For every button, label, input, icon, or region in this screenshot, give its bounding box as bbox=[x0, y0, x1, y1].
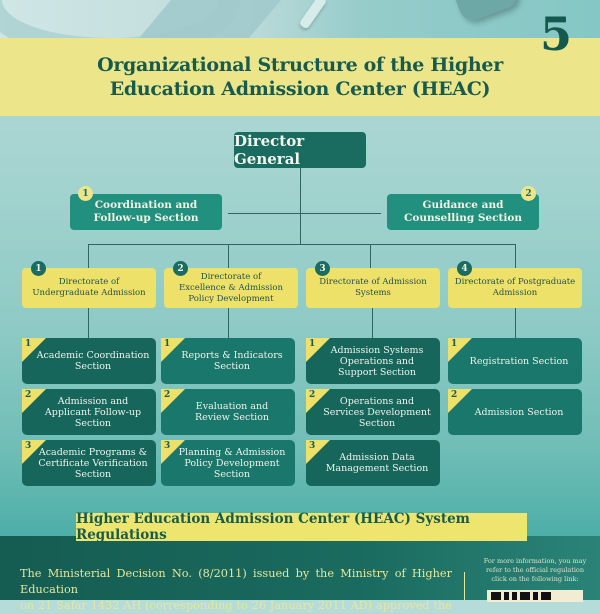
box-label-line: Admission bbox=[492, 288, 538, 298]
director-general-label: Director General bbox=[234, 132, 305, 168]
box-label-line: Admission Section bbox=[474, 406, 564, 418]
admission-applicant-followup-section-box bbox=[22, 389, 156, 435]
section-number: 1 bbox=[309, 339, 316, 349]
box-label-line: Operations and bbox=[339, 355, 415, 367]
connector-line bbox=[515, 308, 516, 338]
pencil-image bbox=[299, 0, 328, 30]
box-label-line: Excellence & Admission bbox=[179, 282, 283, 293]
box-label-line: Counselling Section bbox=[404, 212, 522, 224]
box-label-line: Academic Programs & bbox=[38, 446, 148, 458]
qr-code-icon[interactable] bbox=[487, 590, 583, 602]
academic-coordination-section-box bbox=[22, 338, 156, 384]
box-label-line: Follow-up Section bbox=[93, 212, 199, 224]
box-label-line: Policy Development bbox=[188, 293, 274, 304]
box-label-line: Management Section bbox=[325, 463, 429, 474]
regulations-body bbox=[20, 566, 452, 614]
note-line: refer to the official regulation bbox=[485, 566, 585, 574]
body-line: The Ministerial Decision No. (8/2011) issued by the Ministry of Higher Education bbox=[20, 567, 452, 596]
box-label-line: Section bbox=[74, 468, 112, 480]
box-label-line: Admission Systems bbox=[330, 344, 424, 356]
reports-indicators-section-box bbox=[161, 338, 295, 384]
page-number: 5 bbox=[539, 7, 572, 61]
number-badge: 1 bbox=[31, 261, 46, 276]
number-badge: 1 bbox=[78, 186, 93, 201]
connector-line bbox=[228, 213, 381, 214]
guidance-counselling-section-box bbox=[387, 194, 539, 230]
box-label-line: Section bbox=[358, 417, 396, 429]
number-badge: 2 bbox=[173, 261, 188, 276]
connector-line bbox=[228, 244, 229, 268]
title-line-2: Education Admission Center (HEAC) bbox=[109, 78, 491, 100]
box-label-line: Directorate of Postgraduate bbox=[454, 277, 576, 287]
academic-programs-verification-section-box bbox=[22, 440, 156, 486]
regulations-heading-text: Higher Education Admission Center (HEAC) System Regulations bbox=[76, 511, 470, 543]
box-label-line: Admission Data bbox=[339, 452, 415, 463]
box-label-line: Directorate of bbox=[200, 271, 262, 282]
note-line: click on the following link: bbox=[491, 575, 579, 583]
operations-services-development-section-box bbox=[306, 389, 440, 435]
box-label-line: Systems bbox=[355, 288, 391, 298]
more-info-note bbox=[470, 557, 600, 584]
section-number: 1 bbox=[25, 339, 32, 349]
number-badge: 2 bbox=[521, 186, 536, 201]
section-number: 3 bbox=[164, 441, 171, 451]
box-label-line: Academic Coordination bbox=[36, 350, 150, 361]
box-label-line: Evaluation and bbox=[195, 401, 269, 412]
box-label-line: Applicant Follow-up bbox=[44, 406, 142, 418]
object-image bbox=[449, 0, 521, 24]
box-label-line: Support Section bbox=[337, 366, 417, 378]
section-number: 1 bbox=[451, 339, 458, 349]
box-label-line: Review Section bbox=[194, 412, 270, 423]
box-label-line: Services Development bbox=[323, 406, 431, 418]
section-number: 2 bbox=[164, 390, 171, 400]
connector-line bbox=[228, 308, 229, 338]
box-label-line: Section bbox=[74, 417, 112, 429]
coordination-followup-section-box bbox=[70, 194, 222, 230]
box-label-line: Certificate Verification bbox=[38, 457, 148, 469]
vertical-divider bbox=[464, 572, 465, 600]
number-badge: 3 bbox=[315, 261, 330, 276]
admission-systems-operations-section-box bbox=[306, 338, 440, 384]
section-number: 3 bbox=[309, 441, 316, 451]
body-line: on 21 Safar 1432 AH (corresponding to 26 January 2011 AD) approved the bbox=[20, 599, 452, 612]
admission-section-box bbox=[448, 389, 582, 435]
registration-section-box bbox=[448, 338, 582, 384]
connector-line bbox=[88, 244, 516, 245]
box-label-line: Section bbox=[213, 468, 251, 480]
box-label-line: Registration Section bbox=[469, 355, 569, 367]
director-general-box bbox=[234, 132, 366, 168]
page-title bbox=[0, 38, 600, 116]
box-label-line: Admission and bbox=[57, 395, 129, 407]
regulations-heading bbox=[76, 513, 527, 541]
note-line: For more information, you may bbox=[483, 557, 587, 565]
connector-line bbox=[300, 168, 301, 244]
connector-line bbox=[515, 244, 516, 268]
section-number: 2 bbox=[451, 390, 458, 400]
section-number: 2 bbox=[25, 390, 32, 400]
title-line-1: Organizational Structure of the Higher bbox=[97, 54, 503, 76]
box-label-line: Undergraduate Admission bbox=[32, 288, 146, 298]
header-photo bbox=[0, 0, 600, 40]
connector-line bbox=[88, 244, 89, 268]
box-label-line: Directorate of Admission bbox=[319, 277, 427, 287]
planning-policy-development-section-box bbox=[161, 440, 295, 486]
box-label-line: Guidance and bbox=[422, 199, 504, 211]
section-number: 1 bbox=[164, 339, 171, 349]
box-label-line: Operations and bbox=[339, 395, 415, 407]
connector-line bbox=[88, 308, 89, 338]
connector-line bbox=[370, 244, 371, 268]
box-label-line: Planning & Admission bbox=[178, 446, 286, 458]
connector-line bbox=[372, 308, 373, 338]
box-label-line: Directorate of bbox=[58, 277, 120, 287]
evaluation-review-section-box bbox=[161, 389, 295, 435]
box-label-line: Reports & Indicators bbox=[181, 350, 283, 361]
box-label-line: Section bbox=[74, 361, 112, 372]
box-label-line: Policy Development bbox=[184, 457, 280, 469]
box-label-line: Coordination and bbox=[94, 199, 198, 211]
section-number: 3 bbox=[25, 441, 32, 451]
admission-data-management-section-box bbox=[306, 440, 440, 486]
number-badge: 4 bbox=[457, 261, 472, 276]
box-label-line: Section bbox=[213, 361, 251, 372]
section-number: 2 bbox=[309, 390, 316, 400]
